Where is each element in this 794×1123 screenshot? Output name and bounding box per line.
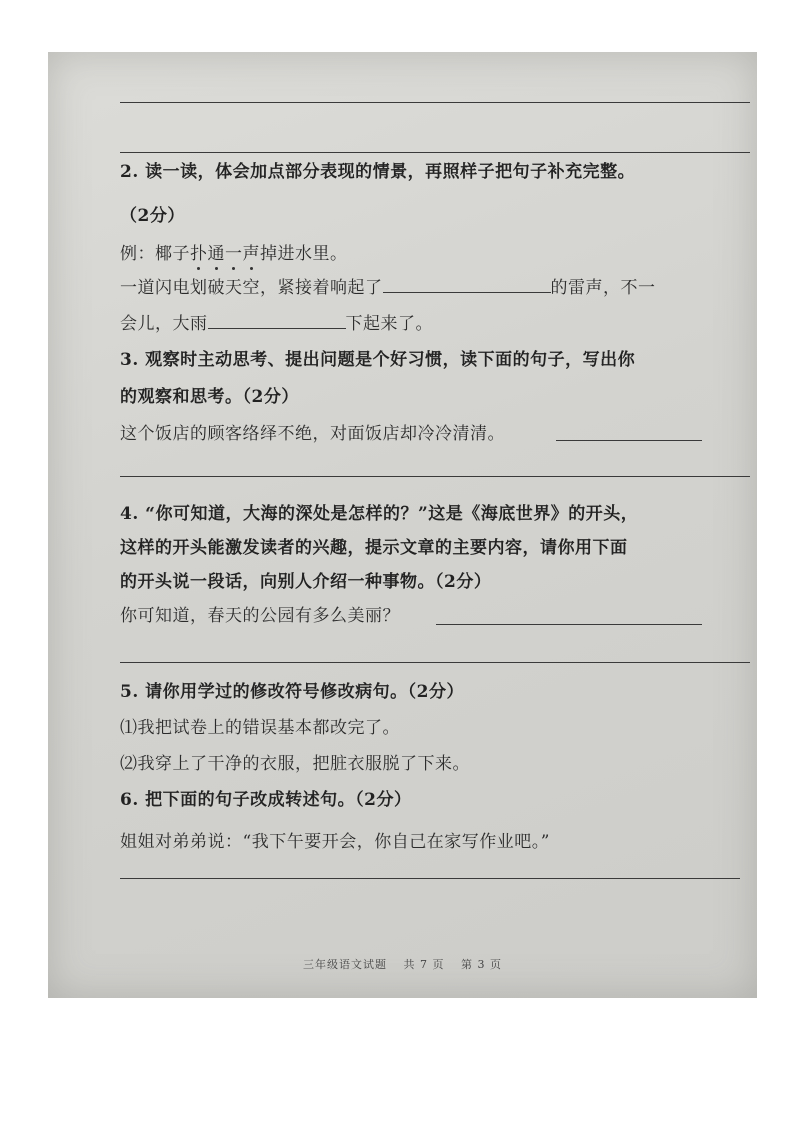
example-prefix: 例：椰子 [120,244,190,264]
question-3-prompt: 3. 观察时主动思考、提出问题是个好习惯，读下面的句子，写出你 [120,350,636,370]
question-4-starter: 你可知道，春天的公园有多么美丽？ [120,606,400,626]
footer-page-number: 第 3 页 [461,958,502,971]
q3-sentence-text: 这个饭店的顾客络绎不绝，对面饭店却冷冷清清。 [120,424,505,444]
example-dotted-text [190,244,260,264]
question-6-prompt: 6. 把下面的句子改成转述句。（2分） [120,790,412,810]
emphasis-dot-char: 声 [242,244,260,264]
line1-part-b: 的雷声，不一 [550,278,656,298]
answer-line[interactable] [556,440,702,441]
question-2-prompt: 2. 读一读，体会加点部分表现的情景，再照样子把句子补充完整。 [120,162,636,182]
example-suffix: 掉进水里。 [260,244,348,264]
line2-part-a: 会儿，大雨 [120,314,208,334]
answer-line[interactable] [436,624,702,625]
question-5-prompt: 5. 请你用学过的修改符号修改病句。（2分） [120,682,464,702]
question-4-prompt-3: 的开头说一段话，向别人介绍一种事物。（2分） [120,572,492,592]
question-2-example [120,242,348,266]
answer-line [120,152,750,153]
question-5-item-1: ⑴我把试卷上的错误基本都改完了。 [120,718,400,738]
question-4-prompt: 4. “你可知道，大海的深处是怎样的？”这是《海底世界》的开头， [120,504,639,524]
answer-line[interactable] [120,662,750,663]
question-2-line-2 [120,310,433,336]
blank-field[interactable] [208,310,346,329]
emphasis-dot-char: 扑 [190,244,208,264]
line1-part-a: 一道闪电划破天空，紧接着响起了 [120,278,383,298]
exam-paper [48,52,757,998]
footer-total-pages: 共 7 页 [403,958,445,971]
emphasis-dot-char: 通 [207,244,225,264]
answer-line[interactable] [120,476,750,477]
answer-line[interactable] [120,878,740,879]
question-2-score: （2分） [120,206,185,226]
question-2-line-1 [120,274,656,300]
question-3-prompt-2: 的观察和思考。（2分） [120,387,299,407]
footer-subject: 三年级语文试题 [303,958,387,971]
page-footer [48,956,757,972]
question-3-sentence [120,422,505,446]
blank-field[interactable] [383,274,551,293]
answer-line [120,102,750,103]
emphasis-dot-char: 一 [225,244,243,264]
question-5-item-2: ⑵我穿上了干净的衣服，把脏衣服脱了下来。 [120,754,470,774]
scanned-page-photo [48,52,757,998]
question-4-prompt-2: 这样的开头能激发读者的兴趣，提示文章的主要内容，请你用下面 [120,538,628,558]
line2-part-b: 下起来了。 [345,314,433,334]
question-6-sentence: 姐姐对弟弟说：“我下午要开会，你自己在家写作业吧。” [120,832,550,852]
